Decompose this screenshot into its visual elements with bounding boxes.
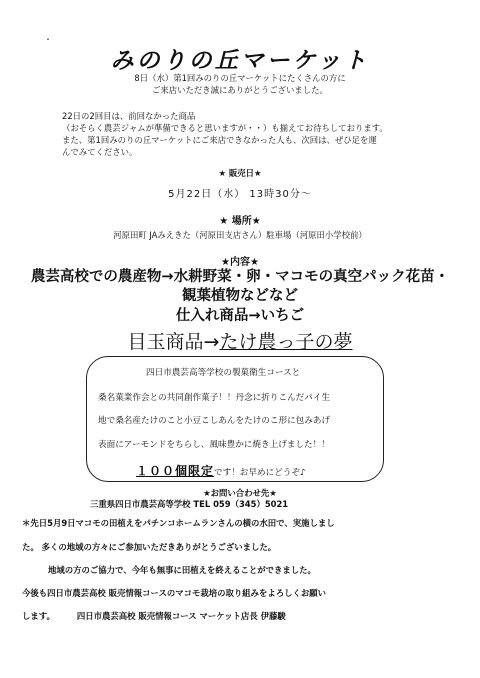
sale-date: 5月22日（水） 13時30分～ [168,189,312,200]
notice-line: ＊先日5月9日マコモの田植えをパチンコホームランさんの横の水田で、実施しまし [22,518,335,528]
limited-quantity-note [136,462,305,479]
products-line: 農芸高校での農産物→水耕野菜・卵・マコモの真空パック花苗・ [30,269,450,285]
notice-line: します。 [22,611,55,621]
products-line: 観葉植物などなど [182,288,298,304]
message-line: 22日の2回目は、前回なかった商品 [62,111,196,121]
notice-line: た。 多くの地域の方々にご参加いただきありがとうございました。 [22,542,277,552]
featured-product [0,327,480,354]
notice-line: 地域の方のご協力で、今年も無事に田植えを終えることができました。 [48,565,316,575]
box-line: 地で桑名産たけのこと小豆こしあんをたけのこ形に包みあげ [98,416,331,426]
box-line: 桑名菓業作会との共同創作菓子！！丹念に折りこんだパイ生 [98,393,331,403]
message-line: （おそらく農芸ジャムが準備できると思いますが・・）も揃えてお待ちしております。 [62,123,388,133]
featured-prefix: 目玉商品→ [127,331,220,353]
sale-date-heading: ★ 販売日★ [218,168,262,178]
thanks-message [0,72,480,96]
signature: 四日市農芸高校 販売情報コース マーケット店長 伊藤駿 [76,611,286,621]
notice-closing [22,610,286,622]
location-heading: ★ 場所★ [219,216,261,227]
content-heading: ★内容★ [221,257,259,268]
featured-item-name: たけ農っ子の夢 [219,331,353,353]
stray-mark: ・ [44,35,52,44]
message-line: んでみてください。 [62,147,138,157]
location-detail: 河原田町 JAみえきた（河原田支店さん）駐車場（河原田小学校前） [113,230,367,240]
limited-quantity: １００個限定 [136,464,215,478]
limited-quantity-tail: です！お早めにどうぞ♪ [214,468,306,478]
box-line: 四日市農芸高等学校の製菓衛生コースと [146,368,301,378]
message-line: また、第1回みのりの丘マーケットにご来店できなかった人も、次回は、ぜひ足を運 [62,135,377,145]
inquiry-contact: 三重県四日市農芸高等学校 TEL 059（345）5021 [90,499,289,509]
purchased-products: 仕入れ商品→いちご [175,308,305,324]
box-line: 表面にアーモンドをちらし、風味豊かに焼き上げました！！ [98,440,330,450]
second-event-message [62,110,452,158]
page-title: みのりの丘マーケット [110,48,370,74]
inquiry-heading: ★お問い合わせ先★ [203,488,277,498]
thanks-line: 8日（水）第1回みのりの丘マーケットにたくさんの方に [134,73,346,83]
thanks-line: ご来店いただき誠にありがとうございました。 [152,85,328,95]
notice-line: 今後も四日市農芸高校 販売情報コースのマコモ栽培の取り組みをよろしくお願い [22,588,326,598]
